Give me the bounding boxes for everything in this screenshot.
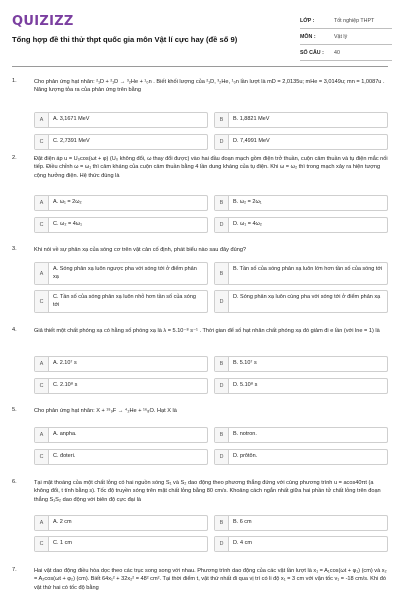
- option-text: D. 5.10⁸ s: [233, 382, 258, 388]
- option-letter: C: [35, 450, 49, 464]
- option-a[interactable]: [34, 262, 208, 285]
- option-a[interactable]: [34, 356, 208, 372]
- meta-label: LỚP :: [300, 17, 315, 24]
- option-c[interactable]: [34, 449, 208, 465]
- option-b[interactable]: [214, 262, 388, 285]
- question-number: 5.: [12, 407, 17, 413]
- option-c[interactable]: [34, 290, 208, 313]
- option-letter: B: [215, 263, 229, 284]
- option-text: B. ω₂ = 2ω₁: [233, 199, 262, 205]
- question-text: Cho phản ứng hạt nhân: X + ¹⁹₉F → ⁴₂He + ¹⁶₈O. Hạt X là: [34, 408, 177, 414]
- question-number: 2.: [12, 155, 17, 161]
- option-a[interactable]: [34, 427, 208, 443]
- option-letter: A: [35, 516, 49, 530]
- option-b[interactable]: [214, 515, 388, 531]
- option-text: B. Tần số của sóng phản xạ luôn lớn hơn tần số của sóng tới: [233, 266, 383, 272]
- option-letter: A: [35, 263, 49, 284]
- question-number: 1.: [12, 78, 17, 84]
- option-text: D. prôtôn.: [233, 453, 258, 459]
- option-text: A. anpha.: [53, 431, 77, 437]
- question-number: 7.: [12, 567, 17, 573]
- question-7: [12, 567, 390, 600]
- option-text: A. 3,1671 MeV: [53, 116, 90, 122]
- option-text: C. 2,7391 MeV: [53, 138, 90, 144]
- option-d[interactable]: [214, 217, 388, 233]
- question-text: Tại mặt thoáng của một chất lỏng có hai nguồn sóng S₁ và S₂ dao động theo phương thẳng đứng với cùng phương trình u = acos40πt (a không đổi, t tính bằng s). Tốc độ truyền sóng trên mặt chất lỏng bằng 80 cm/s. Khoảng cách ngắn nhất giữa hai phần tử chất lỏng trên đoạn thẳng S₁S₂ dao động với biên độ cực đại là: [34, 480, 381, 503]
- option-text: C. Tần số của sóng phản xạ luôn nhỏ hơn tần số của sóng tới: [53, 294, 196, 308]
- option-text: B. 5.10⁷ s: [233, 360, 257, 366]
- question-text: Khi nói về sự phản xạ của sóng cơ trên vật cản cố định, phát biểu nào sau đây đúng?: [34, 247, 247, 253]
- option-letter: B: [215, 516, 229, 530]
- option-text: D. ω₁ = 4ω₂: [233, 221, 262, 227]
- option-d[interactable]: [214, 449, 388, 465]
- option-c[interactable]: [34, 536, 208, 552]
- quizizz-logo: QUIZIZZ: [12, 14, 74, 29]
- option-text: C. đoteri.: [53, 453, 76, 459]
- option-text: D. 4 cm: [233, 540, 252, 546]
- option-d[interactable]: [214, 536, 388, 552]
- option-letter: C: [35, 135, 49, 149]
- option-c[interactable]: [34, 378, 208, 394]
- meta-label: MÔN :: [300, 33, 316, 40]
- option-text: C. ω₂ = 4ω₁: [53, 221, 82, 227]
- question-text: Hai vật dao động điều hòa dọc theo các trục song song với nhau. Phương trình dao động của các vật lần lượt là x₁ = A₁cos(ωt + φ₁) (cm) và x₂ = A₂cos(ωt + φ₂) (cm). Biết 64x₁² + 32x₂² = 48² cm². Tại thời điểm t, vật thứ nhất đi qua vị trí có li độ x₁ = 3 cm với vận tốc v₁ = -18 cm/s. Khi đó vật thứ hai có tốc độ bằng: [34, 568, 387, 591]
- option-text: B. notron.: [233, 431, 257, 437]
- option-text: A. 2 cm: [53, 519, 72, 525]
- option-a[interactable]: [34, 515, 208, 531]
- option-letter: D: [215, 379, 229, 393]
- meta-value: 40: [334, 49, 340, 56]
- option-letter: C: [35, 537, 49, 551]
- meta-row-subject: [300, 29, 392, 45]
- option-c[interactable]: [34, 217, 208, 233]
- option-letter: B: [215, 357, 229, 371]
- option-letter: B: [215, 196, 229, 210]
- option-a[interactable]: [34, 195, 208, 211]
- question-number: 4.: [12, 327, 17, 333]
- option-d[interactable]: [214, 134, 388, 150]
- option-b[interactable]: [214, 112, 388, 128]
- question-number: 6.: [12, 479, 17, 485]
- option-d[interactable]: [214, 290, 388, 313]
- question-text: Đặt điện áp u = U₀cos(ωt + φ) (U₀ không đổi, ω thay đổi được) vào hai đầu đoạn mạch gồm điện trở thuần, cuộn cảm thuần và tụ điện mắc nối tiếp. Điều chỉnh ω = ω₁ thì cảm kháng của cuộn cảm thuần bằng 4 lần dung kháng của tụ điện. Khi ω = ω₂ thì trong mạch xảy ra hiện tượng cộng hưởng điện. Hệ thức đúng là: [34, 156, 388, 179]
- option-c[interactable]: [34, 134, 208, 150]
- question-text: Cho phản ứng hạt nhân: ²₁D + ²₁D → ³₂He + ¹₀n . Biết khối lượng của ²₁D, ³₂He, ¹₀n lần lượt là mD = 2,0135u; mHe = 3,0149u; mn = 1,0087u . Năng lượng tỏa ra của phản ứng trên bằng: [34, 79, 385, 94]
- option-letter: D: [215, 537, 229, 551]
- option-letter: C: [35, 379, 49, 393]
- option-letter: B: [215, 113, 229, 127]
- option-text: B. 6 cm: [233, 519, 252, 525]
- meta-label: SỐ CÂU :: [300, 49, 324, 56]
- option-letter: C: [35, 218, 49, 232]
- option-text: C. 1 cm: [53, 540, 72, 546]
- option-text: B. 1,8821 MeV: [233, 116, 270, 122]
- meta-row-class: [300, 13, 392, 29]
- meta-value: Vật lý: [334, 33, 348, 40]
- option-letter: A: [35, 428, 49, 442]
- option-text: A. 2.10⁷ s: [53, 360, 77, 366]
- option-letter: B: [215, 428, 229, 442]
- option-letter: D: [215, 291, 229, 312]
- header-divider: [12, 66, 388, 67]
- option-text: C. 2.10⁸ s: [53, 382, 78, 388]
- option-letter: D: [215, 218, 229, 232]
- option-text: A. ω₁ = 2ω₂: [53, 199, 82, 205]
- meta-table: [300, 13, 392, 61]
- option-letter: A: [35, 196, 49, 210]
- option-letter: C: [35, 291, 49, 312]
- meta-row-count: [300, 45, 392, 61]
- option-a[interactable]: [34, 112, 208, 128]
- page-title: Tổng hợp đề thi thử thpt quốc gia môn Vật lí cực hay (đề số 9): [12, 35, 238, 44]
- option-letter: D: [215, 450, 229, 464]
- question-text: Giả thiết một chất phóng xạ có hằng số phóng xạ là λ = 5.10⁻⁸ s⁻¹ . Thời gian để số hạt nhân chất phóng xạ đó giảm đi e lần (với lne = 1) là: [34, 328, 380, 334]
- question-number: 3.: [12, 246, 17, 252]
- option-b[interactable]: [214, 427, 388, 443]
- option-b[interactable]: [214, 195, 388, 211]
- option-letter: D: [215, 135, 229, 149]
- option-d[interactable]: [214, 378, 388, 394]
- option-text: D. Sóng phản xạ luôn cùng pha với sóng tới ở điểm phản xạ: [233, 294, 381, 300]
- option-letter: A: [35, 113, 49, 127]
- option-letter: A: [35, 357, 49, 371]
- option-b[interactable]: [214, 356, 388, 372]
- option-text: D. 7,4991 MeV: [233, 138, 270, 144]
- meta-value: Tốt nghiệp THPT: [334, 17, 375, 24]
- option-text: A. Sóng phản xạ luôn ngược pha với sóng tới ở điểm phản xạ: [53, 266, 197, 280]
